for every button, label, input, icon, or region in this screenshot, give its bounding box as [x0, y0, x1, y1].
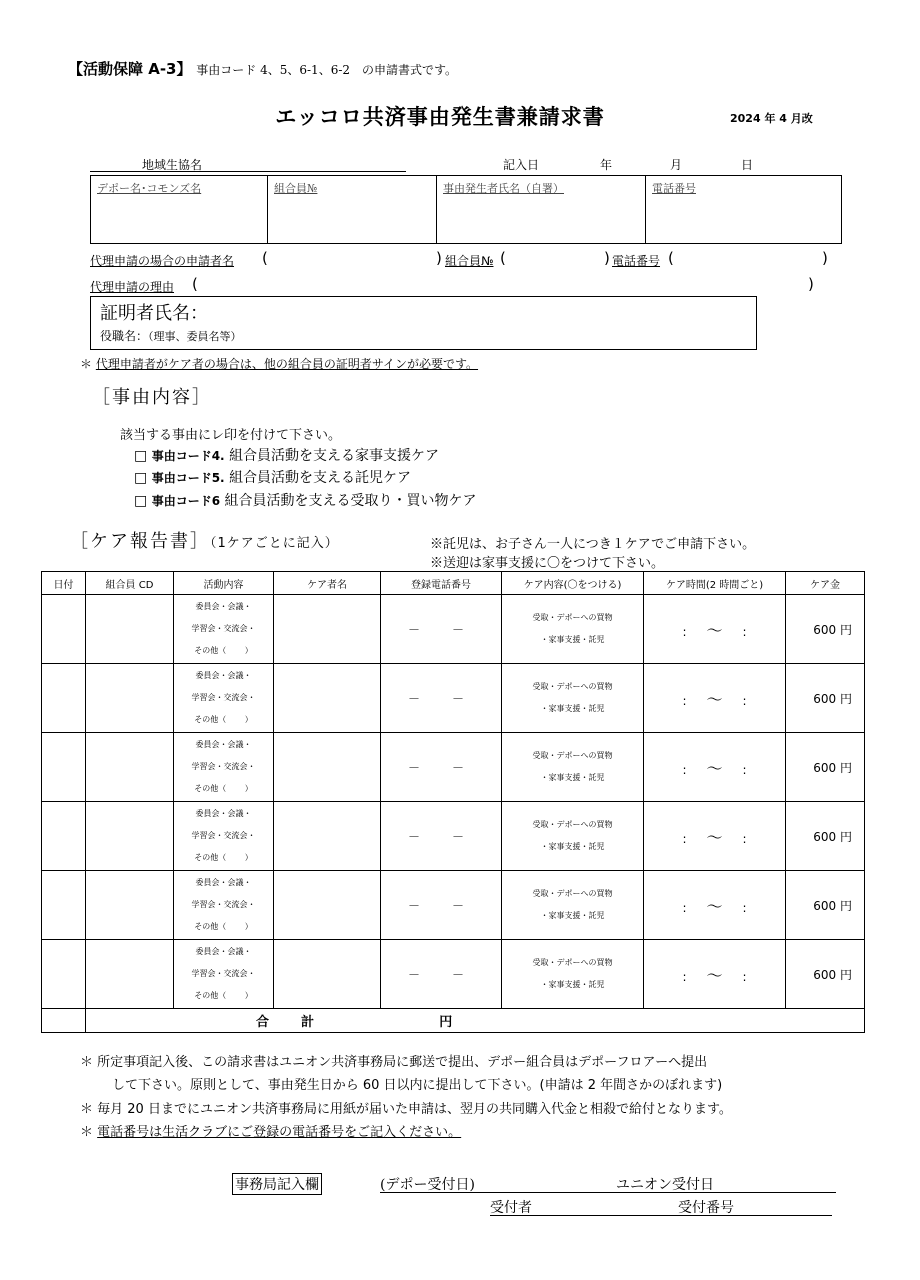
- care-content-option: ・家事支援・託児: [540, 773, 605, 782]
- phone-placeholder: － －: [407, 691, 474, 706]
- care-content-option: ・家事支援・託児: [540, 911, 605, 920]
- entry-date-year: 年: [600, 158, 613, 172]
- time-tilde: 〜: [706, 758, 723, 778]
- caregiver-cell[interactable]: [274, 595, 381, 664]
- proxy-applicant-label: 代理申請の場合の申請者名: [90, 254, 235, 268]
- reason-heading: ［事由内容］: [92, 387, 212, 408]
- reason-text: 組合員活動を支える家事支援ケア: [229, 448, 440, 464]
- depot-received-date: (デポー受付日): [380, 1177, 475, 1193]
- phone-placeholder: － －: [407, 622, 474, 637]
- care-content-cell[interactable]: [502, 595, 644, 664]
- time-end-colon: :: [742, 900, 747, 915]
- time-tilde: 〜: [706, 965, 723, 985]
- care-content-cell[interactable]: [502, 733, 644, 802]
- activity-option: その他（ ）: [194, 646, 253, 655]
- phone-placeholder: － －: [407, 898, 474, 913]
- caregiver-cell[interactable]: [274, 664, 381, 733]
- activity-option: その他（ ）: [194, 784, 253, 793]
- reason-text: 組合員活動を支える託児ケア: [229, 470, 412, 486]
- col-phone: 登録電話番号: [381, 572, 502, 595]
- table-header-row: [42, 572, 865, 595]
- care-fee-amount: 600 円: [813, 967, 852, 982]
- member-cd-cell[interactable]: [86, 940, 174, 1009]
- footnote-mark: ＊: [80, 1102, 94, 1117]
- care-time-cell[interactable]: [644, 802, 786, 871]
- certifier-name-label: 証明者氏名：: [100, 303, 208, 324]
- time-tilde: 〜: [706, 620, 723, 640]
- date-cell[interactable]: [42, 871, 86, 940]
- footnote-text: 毎月 20 日までにユニオン共済事務局に用紙が届いた申請は、翌月の共同購入代金と相殺で給付となります。: [97, 1102, 732, 1117]
- total-yen: 円: [439, 1015, 453, 1030]
- care-content-option: ・家事支援・託児: [540, 842, 605, 851]
- col-activity: 活動内容: [174, 572, 274, 595]
- activity-cell[interactable]: [174, 940, 274, 1009]
- table-row: [42, 940, 865, 1009]
- checkbox-icon[interactable]: □: [134, 470, 148, 486]
- care-fee-amount: 600 円: [813, 622, 852, 637]
- col-member-cd: 組合員 CD: [86, 572, 174, 595]
- care-content-option: 受取・デポーへの買物: [532, 820, 613, 829]
- phone-label: 電話番号: [652, 182, 696, 195]
- applicant-name-label: 事由発生者氏名（自署）: [443, 182, 564, 195]
- time-tilde: 〜: [706, 896, 723, 916]
- phone-cell[interactable]: [381, 940, 502, 1009]
- col-caregiver: ケア者名: [274, 572, 381, 595]
- phone-cell[interactable]: [381, 595, 502, 664]
- time-start-colon: :: [682, 969, 687, 984]
- footnote-mark: ＊: [80, 1125, 94, 1140]
- member-cd-cell[interactable]: [86, 871, 174, 940]
- reason-option-5[interactable]: [134, 467, 411, 487]
- time-end-colon: :: [742, 624, 747, 639]
- care-report-heading: [70, 527, 339, 553]
- page-title: エッコロ共済事由発生書兼請求書: [275, 105, 605, 129]
- certifier-role: [100, 327, 242, 344]
- care-content-option: 受取・デポーへの買物: [532, 682, 613, 691]
- care-content-option: 受取・デポーへの買物: [532, 613, 613, 622]
- checkbox-icon[interactable]: □: [134, 493, 148, 509]
- phone-field[interactable]: [646, 176, 841, 243]
- certifier-role-label: 役職名：: [100, 329, 149, 343]
- reason-option-6[interactable]: [134, 490, 477, 510]
- reason-code: 事由コード4.: [151, 449, 225, 463]
- reason-option-4[interactable]: [134, 445, 439, 465]
- area-coop-label: 地域生協名: [142, 158, 203, 172]
- time-end-colon: :: [742, 969, 747, 984]
- care-fee-amount: 600 円: [813, 898, 852, 913]
- depot-name-field[interactable]: [91, 176, 268, 243]
- member-cd-cell[interactable]: [86, 733, 174, 802]
- reason-text: 組合員活動を支える受取り・買い物ケア: [224, 493, 477, 509]
- member-info-box: [90, 175, 842, 244]
- office-use-label: 事務局記入欄: [232, 1173, 322, 1195]
- col-date: 日付: [42, 572, 86, 595]
- proxy-note-mark: ＊: [80, 357, 93, 371]
- proxy-note: [80, 355, 478, 372]
- member-no-label: 組合員№: [274, 182, 318, 195]
- activity-cell[interactable]: [174, 802, 274, 871]
- date-cell[interactable]: [42, 733, 86, 802]
- activity-option: 委員会・会議・: [195, 671, 252, 680]
- receiver-label: 受付者: [490, 1200, 532, 1216]
- footnote-text: 電話番号は生活クラブにご登録の電話番号をご記入ください。: [97, 1125, 462, 1140]
- total-blank: [42, 1009, 86, 1033]
- care-time-cell[interactable]: [644, 871, 786, 940]
- activity-option: 委員会・会議・: [195, 740, 252, 749]
- activity-option: 学習会・交流会・: [191, 900, 256, 909]
- care-fee-amount: 600 円: [813, 829, 852, 844]
- proxy-note-text: 代理申請者がケア者の場合は、他の組合員の証明者サインが必要です。: [95, 357, 479, 371]
- time-start-colon: :: [682, 762, 687, 777]
- area-coop-field[interactable]: [90, 171, 406, 172]
- office-line-dates[interactable]: [380, 1192, 836, 1193]
- caregiver-cell[interactable]: [274, 802, 381, 871]
- table-row: [42, 595, 865, 664]
- activity-option: 委員会・会議・: [195, 602, 252, 611]
- certifier-box[interactable]: [90, 296, 757, 350]
- member-cd-cell[interactable]: [86, 595, 174, 664]
- care-fee-amount: 600 円: [813, 691, 852, 706]
- reason-code: 事由コード6: [151, 494, 221, 508]
- col-care-time: ケア時間(2 時間ごと): [644, 572, 786, 595]
- activity-option: 委員会・会議・: [195, 947, 252, 956]
- proxy-member-close: ): [604, 249, 610, 267]
- time-start-colon: :: [682, 900, 687, 915]
- activity-option: 学習会・交流会・: [191, 693, 256, 702]
- date-cell[interactable]: [42, 802, 86, 871]
- care-content-cell[interactable]: [502, 802, 644, 871]
- phone-cell[interactable]: [381, 802, 502, 871]
- care-content-cell[interactable]: [502, 664, 644, 733]
- care-fee-cell: [786, 595, 865, 664]
- time-start-colon: :: [682, 693, 687, 708]
- care-report-subtitle: （1ケアごとに記入）: [210, 536, 339, 551]
- member-cd-cell[interactable]: [86, 802, 174, 871]
- proxy-reason-label: 代理申請の理由: [90, 280, 175, 294]
- care-content-option: 受取・デポーへの買物: [532, 958, 613, 967]
- care-fee-cell: [786, 871, 865, 940]
- date-cell[interactable]: [42, 940, 86, 1009]
- form-code-tag: 【活動保障 A-3】: [68, 60, 192, 78]
- activity-cell[interactable]: [174, 733, 274, 802]
- care-fee-cell: [786, 664, 865, 733]
- proxy-applicant-close: ): [436, 249, 442, 267]
- table-row: [42, 664, 865, 733]
- reason-instruction: 該当する事由にレ印を付けて下さい。: [120, 428, 342, 443]
- activity-option: 学習会・交流会・: [191, 762, 256, 771]
- table-row: [42, 733, 865, 802]
- activity-option: 委員会・会議・: [195, 878, 252, 887]
- time-tilde: 〜: [706, 827, 723, 847]
- phone-cell[interactable]: [381, 664, 502, 733]
- proxy-phone-label: 電話番号: [612, 254, 661, 268]
- entry-date-month: 月: [670, 158, 683, 172]
- member-cd-cell[interactable]: [86, 664, 174, 733]
- activity-cell[interactable]: [174, 871, 274, 940]
- caregiver-cell[interactable]: [274, 871, 381, 940]
- care-content-option: ・家事支援・託児: [540, 635, 605, 644]
- col-care-content: ケア内容(〇をつける): [502, 572, 644, 595]
- care-fee-cell: [786, 940, 865, 1009]
- total-cell[interactable]: [86, 1009, 865, 1033]
- time-tilde: 〜: [706, 689, 723, 709]
- col-care-fee: ケア金: [786, 572, 865, 595]
- footnote-submission: [80, 1051, 707, 1070]
- applicant-name-field[interactable]: [437, 176, 646, 243]
- total-row: [42, 1009, 865, 1033]
- time-end-colon: :: [742, 693, 747, 708]
- activity-option: 学習会・交流会・: [191, 831, 256, 840]
- footnote-phone: [80, 1121, 461, 1140]
- union-received-date: ユニオン受付日: [616, 1177, 714, 1193]
- care-content-option: ・家事支援・託児: [540, 704, 605, 713]
- proxy-reason-close: ): [808, 275, 814, 293]
- care-note-childcare: ※託児は、お子さん一人につき１ケアでご申請下さい。: [430, 537, 756, 552]
- activity-option: 学習会・交流会・: [191, 969, 256, 978]
- care-content-option: 受取・デポーへの買物: [532, 889, 613, 898]
- proxy-applicant-open: (: [262, 249, 268, 267]
- caregiver-cell[interactable]: [274, 940, 381, 1009]
- office-line-receiver[interactable]: [490, 1215, 832, 1216]
- activity-option: その他（ ）: [194, 853, 253, 862]
- checkbox-icon[interactable]: □: [134, 448, 148, 464]
- member-no-field[interactable]: [268, 176, 437, 243]
- footnote-text: 所定事項記入後、この請求書はユニオン共済事務局に郵送で提出、デポー組合員はデポーフロアーへ提出: [97, 1055, 708, 1070]
- care-content-cell[interactable]: [502, 871, 644, 940]
- certifier-role-hint: （理事、委員名等）: [148, 330, 242, 343]
- caregiver-cell[interactable]: [274, 733, 381, 802]
- form-code-note: 事由コード 4、5、6-1、6-2 の申請書式です。: [196, 63, 458, 77]
- footnote-payment: [80, 1098, 732, 1117]
- activity-option: その他（ ）: [194, 922, 253, 931]
- care-time-cell[interactable]: [644, 940, 786, 1009]
- time-end-colon: :: [742, 762, 747, 777]
- activity-option: その他（ ）: [194, 991, 253, 1000]
- phone-placeholder: － －: [407, 829, 474, 844]
- phone-cell[interactable]: [381, 871, 502, 940]
- phone-cell[interactable]: [381, 733, 502, 802]
- activity-cell[interactable]: [174, 595, 274, 664]
- depot-name-label: デポー名･コモンズ名: [97, 182, 202, 195]
- entry-date-day: 日: [741, 158, 754, 172]
- proxy-member-open: (: [500, 249, 506, 267]
- table-row: [42, 871, 865, 940]
- activity-option: 学習会・交流会・: [191, 624, 256, 633]
- care-report-table: [41, 571, 865, 1033]
- time-start-colon: :: [682, 624, 687, 639]
- phone-placeholder: － －: [407, 967, 474, 982]
- activity-cell[interactable]: [174, 664, 274, 733]
- entry-date-label: 記入日: [503, 158, 540, 172]
- proxy-reason-open: (: [192, 275, 198, 293]
- activity-option: 委員会・会議・: [195, 809, 252, 818]
- activity-option: その他（ ）: [194, 715, 253, 724]
- care-content-option: 受取・デポーへの買物: [532, 751, 613, 760]
- proxy-phone-close: ): [822, 249, 828, 267]
- proxy-phone-open: (: [668, 249, 674, 267]
- care-report-title: ［ケア報告書］: [70, 531, 210, 552]
- form-code: [68, 58, 457, 79]
- care-content-cell[interactable]: [502, 940, 644, 1009]
- care-fee-cell: [786, 733, 865, 802]
- care-time-cell[interactable]: [644, 595, 786, 664]
- proxy-member-no-label: 組合員№: [445, 254, 494, 268]
- care-time-cell[interactable]: [644, 664, 786, 733]
- care-content-option: ・家事支援・託児: [540, 980, 605, 989]
- care-fee-amount: 600 円: [813, 760, 852, 775]
- time-end-colon: :: [742, 831, 747, 846]
- care-fee-cell: [786, 802, 865, 871]
- reason-code: 事由コード5.: [151, 471, 225, 485]
- revision-date: 2024 年 4 月改: [730, 112, 813, 125]
- care-time-cell[interactable]: [644, 733, 786, 802]
- footnote-mark: ＊: [80, 1055, 94, 1070]
- phone-placeholder: － －: [407, 760, 474, 775]
- footnote-submission-cont: して下さい。原則として、事由発生日から 60 日以内に提出して下さい。(申請は 2 年間さかのぼれます): [112, 1078, 723, 1093]
- total-label: 合計: [255, 1015, 346, 1030]
- receipt-number-label: 受付番号: [678, 1200, 734, 1216]
- time-start-colon: :: [682, 831, 687, 846]
- date-cell[interactable]: [42, 664, 86, 733]
- date-cell[interactable]: [42, 595, 86, 664]
- table-row: [42, 802, 865, 871]
- care-note-transport: ※送迎は家事支援に〇をつけて下さい。: [430, 556, 665, 571]
